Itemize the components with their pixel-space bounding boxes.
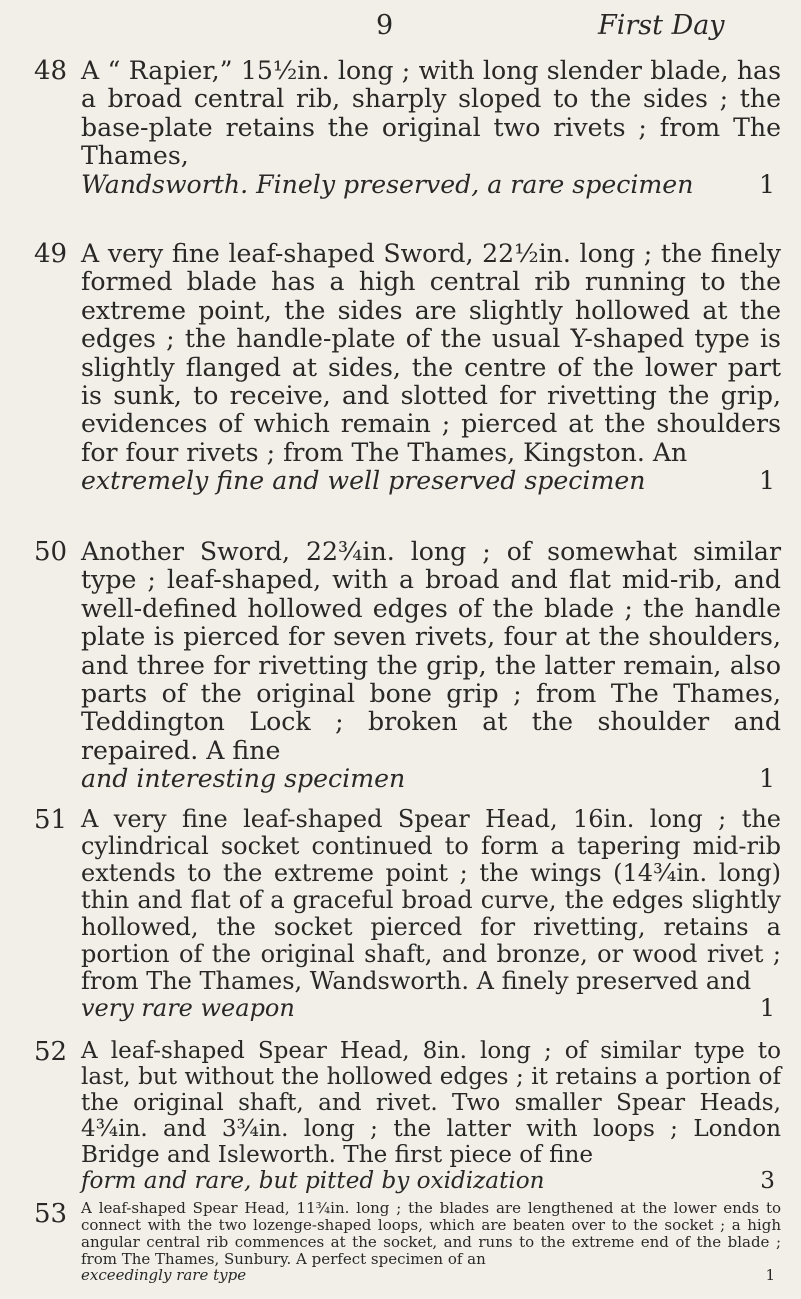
lot-summary: form and rare, but pitted by oxidization [81,1168,545,1195]
lot-number: 49 [34,239,68,269]
lot-quantity: 3 [760,1168,775,1195]
lot-quantity: 1 [758,466,775,496]
lot-text: A very fine leaf-shaped Sword, 22½in. long ; the finely formed blade has a high central rib running to the extreme point, the sides are slightly hollowed at the edges ; the handle-plate of the usual Y-shaped type is slightly flanged at sides, the centre of the lower part is sunk, to receive, and slotted for rivetting the grip, evidences of which remain ; pierced at the shoulders for four rivets ; from The Thames, Kingston. An [81,239,781,467]
lot-text: Another Sword, 22¾in. long ; of somewhat similar type ; leaf-shaped, with a broad and flat mid-rib, and well-defined hollowed edges of the blade ; the handle plate is pierced for seven rivets, four at the shoulders, and three for rivetting the grip, the latter remain, also parts of the original bone grip ; from The Thames, Teddington Lock ; broken at the shoulder and repaired. A fine [81,537,781,765]
lot-summary: Wandsworth. Finely preserved, a rare specimen [81,169,694,199]
lot-description [81,240,781,496]
page-header [0,10,801,46]
lot-number: 50 [34,537,68,567]
lot-text: A very fine leaf-shaped Spear Head, 16in. long ; the cylindrical socket continued to form a tapering mid-rib extends to the extreme point ; the wings (14¾in. long) thin and flat of a graceful broad curve, the edges slightly hollowed, the socket pierced for rivetting, retains a portion of the original shaft, and bronze, or wood rivet ; from The Thames, Wandsworth. A finely preserved and [81,805,781,996]
lot-quantity: 1 [758,764,775,794]
lot-quantity: 1 [758,169,775,199]
lot-quantity: 1 [765,1266,775,1285]
lot-summary: exceedingly rare type [81,1266,247,1285]
lot-text: A “ Rapier,” 15½in. long ; with long slender blade, has a broad central rib, sharply sloped to the sides ; the base-plate retains the original two rivets ; from The Thames, [81,56,781,171]
lot-number: 51 [34,805,68,835]
lot-number: 52 [34,1037,68,1067]
lot-description [81,1038,781,1194]
lot-number: 48 [34,56,68,86]
lot-summary: extremely fine and well preserved specimen [81,466,646,496]
lot-text: A leaf-shaped Spear Head, 8in. long ; of similar type to last, but without the hollowed edges ; it retains a portion of the original shaft, and rivet. Two smaller Spear Heads, 4¾in. and 3¾in. long ; the latter with loops ; London Bridge and Isleworth. The first piece of fine [81,1038,781,1169]
lot-description [81,57,781,199]
lot-summary: and interesting specimen [81,764,406,794]
page-number: 9 [376,10,394,41]
lot-quantity: 1 [759,994,775,1023]
lot-description [81,806,781,1022]
lot-text: A leaf-shaped Spear Head, 11¾in. long ; the blades are lengthened at the lower ends to connect with the two lozenge-shaped loops, which are beaten over to the socket ; a high angular central rib commences at the socket, and runs to the extreme end of the blade ; from The Thames, Sunbury. A perfect specimen of an [81,1199,781,1268]
lot-description [81,538,781,794]
lot-description [81,1200,781,1284]
running-head: First Day [598,10,725,41]
lot-number: 53 [34,1199,68,1229]
lot-summary: very rare weapon [81,994,295,1023]
